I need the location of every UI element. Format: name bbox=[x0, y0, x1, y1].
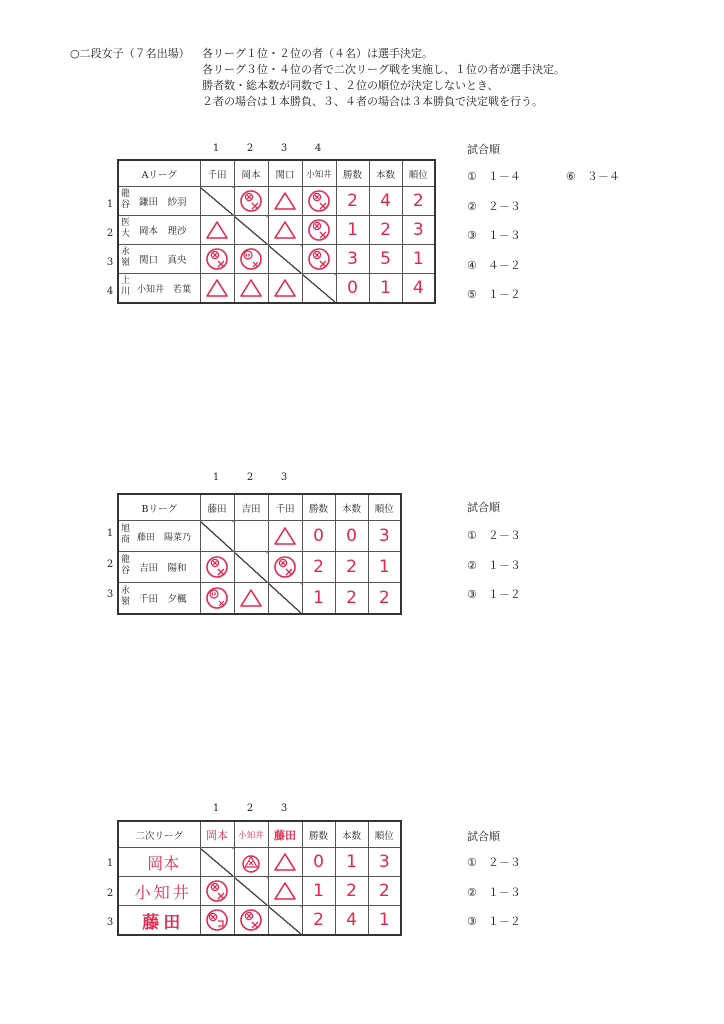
points-value: 1 bbox=[335, 848, 368, 877]
self-match-cell bbox=[234, 552, 268, 583]
result-triangle bbox=[234, 583, 268, 615]
result-circle-do bbox=[200, 583, 234, 615]
match-order-list bbox=[467, 856, 521, 945]
match-order-item: ③ １－３ bbox=[467, 229, 521, 242]
opponent-header: 岡本 bbox=[200, 821, 234, 848]
circle-do-mark-icon bbox=[237, 247, 265, 271]
school-name: 上川 bbox=[121, 276, 131, 297]
points-value: 4 bbox=[369, 187, 402, 216]
row-number: 1 bbox=[106, 528, 114, 539]
match-order-item: ② １－３ bbox=[467, 558, 521, 572]
event-title: ○二段女子（７名出場） bbox=[70, 47, 190, 60]
opponent-header: 藤田 bbox=[268, 821, 302, 848]
opponent-header: 岡本 bbox=[234, 160, 268, 187]
points-header: 本数 bbox=[335, 821, 368, 848]
table-row bbox=[118, 906, 401, 936]
triangle-mark-icon bbox=[237, 586, 265, 610]
match-order-title: 試合順 bbox=[467, 501, 500, 514]
points-value: 0 bbox=[335, 521, 368, 552]
school-name: 永嶺 bbox=[121, 586, 131, 607]
opponent-header: 千田 bbox=[200, 160, 234, 187]
self-match-cell bbox=[268, 245, 302, 274]
opponent-header: 小知井 bbox=[234, 821, 268, 848]
table-row bbox=[118, 521, 401, 552]
table-row bbox=[118, 187, 435, 216]
points-value: 2 bbox=[335, 877, 368, 906]
school-name: 永嶺 bbox=[121, 247, 131, 268]
rank-value: 4 bbox=[402, 274, 435, 304]
triangle-mark-icon bbox=[271, 879, 299, 903]
wins-header: 勝数 bbox=[302, 821, 335, 848]
player-name: 岡本 理沙 bbox=[139, 226, 187, 237]
result-circle-x bbox=[234, 187, 268, 216]
rank-value: 2 bbox=[402, 187, 435, 216]
triangle-mark-icon bbox=[203, 276, 231, 300]
match-order-item: ① １－４ bbox=[467, 170, 521, 183]
rules-line-2: 各リーグ３位・４位の者で二次リーグ戦を実施し、１位の者が選手決定。 bbox=[202, 63, 565, 76]
result-circle-x bbox=[302, 245, 336, 274]
circle-do-mark-icon bbox=[203, 586, 231, 610]
circle-x-mark-icon bbox=[203, 555, 231, 579]
circle-x-mark-icon bbox=[237, 189, 265, 213]
self-match-cell bbox=[302, 274, 336, 304]
row-number: 2 bbox=[106, 559, 114, 570]
col-number: 1 bbox=[212, 143, 220, 154]
result-triangle bbox=[268, 274, 302, 304]
row-number: 3 bbox=[106, 917, 114, 928]
col-number: 2 bbox=[246, 803, 254, 814]
col-number: 2 bbox=[246, 472, 254, 483]
result-triangle bbox=[268, 521, 302, 552]
col-number: 1 bbox=[212, 803, 220, 814]
points-value: 4 bbox=[335, 906, 368, 936]
player-cell bbox=[118, 552, 200, 583]
player-name: 鎌田 紗羽 bbox=[139, 197, 187, 208]
circle-x-mark-icon bbox=[203, 879, 231, 903]
wins-value: 0 bbox=[302, 521, 335, 552]
league-name: Bリーグ bbox=[118, 494, 200, 521]
match-order-item: ② ２－３ bbox=[467, 199, 521, 213]
rank-value: 3 bbox=[368, 521, 401, 552]
rules-line-4: ２者の場合は１本勝負、３、４者の場合は３本勝負で決定戦を行う。 bbox=[202, 95, 543, 108]
player-name: 関口 真央 bbox=[139, 255, 187, 266]
wins-value: 0 bbox=[336, 274, 369, 304]
triangle-mark-icon bbox=[237, 276, 265, 300]
col-number: 3 bbox=[280, 472, 288, 483]
points-value: 5 bbox=[369, 245, 402, 274]
result-circle-ko bbox=[200, 906, 234, 936]
points-value: 2 bbox=[369, 216, 402, 245]
league-b-table bbox=[117, 493, 402, 615]
player-cell bbox=[118, 187, 200, 216]
wins-value: 2 bbox=[302, 906, 335, 936]
player-name: 吉田 陽和 bbox=[139, 563, 187, 574]
result-triangle bbox=[268, 877, 302, 906]
rank-value: 2 bbox=[368, 583, 401, 615]
match-order-item: ⑥ ３－４ bbox=[566, 170, 620, 183]
circle-ko-mark-icon bbox=[203, 908, 231, 932]
result-circle-x bbox=[268, 552, 302, 583]
wins-value: 1 bbox=[336, 216, 369, 245]
circle-x-mark-icon bbox=[305, 189, 333, 213]
match-order-item: ① ２－３ bbox=[467, 529, 521, 542]
wins-value: 3 bbox=[336, 245, 369, 274]
result-circle-x bbox=[234, 848, 268, 877]
rank-value: 1 bbox=[368, 552, 401, 583]
match-order-item: ⑤ １－２ bbox=[467, 288, 521, 301]
player-cell bbox=[118, 216, 200, 245]
rank-header: 順位 bbox=[402, 160, 435, 187]
self-match-cell bbox=[234, 216, 268, 245]
rank-value: 3 bbox=[368, 848, 401, 877]
points-header: 本数 bbox=[369, 160, 402, 187]
wins-value: 2 bbox=[302, 552, 335, 583]
self-match-cell bbox=[268, 583, 302, 615]
match-order-list-col2 bbox=[566, 170, 620, 200]
points-header: 本数 bbox=[335, 494, 368, 521]
result-triangle bbox=[200, 274, 234, 304]
player-cell bbox=[118, 274, 200, 304]
player-cell bbox=[118, 521, 200, 552]
opponent-header: 千田 bbox=[268, 494, 302, 521]
league-name: Aリーグ bbox=[118, 160, 200, 187]
result-circle-x bbox=[200, 552, 234, 583]
league-a-table bbox=[117, 159, 436, 304]
second-league-match-order bbox=[467, 828, 500, 844]
opponent-header: 関口 bbox=[268, 160, 302, 187]
player-name: 小知井 bbox=[118, 877, 200, 906]
match-order-title: 試合順 bbox=[467, 143, 500, 156]
row-number: 3 bbox=[106, 257, 114, 268]
result-triangle bbox=[268, 216, 302, 245]
player-cell bbox=[118, 245, 200, 274]
col-number: 3 bbox=[280, 143, 288, 154]
match-order-item: ③ １－２ bbox=[467, 915, 521, 928]
league-a-match-order bbox=[467, 141, 500, 171]
row-number: 2 bbox=[106, 228, 114, 239]
league-name: 二次リーグ bbox=[118, 821, 200, 848]
rank-value: 1 bbox=[368, 906, 401, 936]
result-circle-x bbox=[234, 906, 268, 936]
opponent-header: 藤田 bbox=[200, 494, 234, 521]
match-order-item: ④ ４－２ bbox=[467, 258, 521, 272]
points-value: 2 bbox=[335, 552, 368, 583]
rank-value: 3 bbox=[402, 216, 435, 245]
circle-x-mark-icon bbox=[305, 218, 333, 242]
result-blank bbox=[234, 521, 268, 552]
col-number: 1 bbox=[212, 472, 220, 483]
opponent-header: 吉田 bbox=[234, 494, 268, 521]
rules-line-3: 勝者数・総本数が同数で１、２位の順位が決定しないとき、 bbox=[202, 79, 499, 92]
row-number: 1 bbox=[106, 858, 114, 869]
table-row bbox=[118, 274, 435, 304]
col-number: 4 bbox=[314, 143, 322, 154]
table-row bbox=[118, 848, 401, 877]
result-circle-do bbox=[234, 245, 268, 274]
triangle-mark-icon bbox=[271, 218, 299, 242]
result-circle-x bbox=[302, 187, 336, 216]
match-order-item: ③ １－２ bbox=[467, 588, 521, 601]
circle-x-mark-icon bbox=[237, 908, 265, 932]
league-b-match-order bbox=[467, 499, 500, 515]
wins-value: 1 bbox=[302, 583, 335, 615]
player-name: 藤田 陽菜乃 bbox=[137, 532, 192, 543]
triangle-mark-icon bbox=[271, 850, 299, 874]
match-order-item: ① ２－３ bbox=[467, 856, 521, 869]
result-triangle bbox=[234, 274, 268, 304]
school-name: 龍谷 bbox=[121, 555, 131, 576]
rules-line-1: 各リーグ１位・２位の者（４名）は選手決定。 bbox=[202, 47, 433, 60]
player-name: 千田 夕楓 bbox=[139, 594, 187, 605]
opponent-header: 小知井 bbox=[302, 160, 336, 187]
rank-value: 2 bbox=[368, 877, 401, 906]
row-number: 2 bbox=[106, 888, 114, 899]
triangle-mark-icon bbox=[271, 524, 299, 548]
points-value: 1 bbox=[369, 274, 402, 304]
self-match-cell bbox=[200, 521, 234, 552]
match-order-title: 試合順 bbox=[467, 830, 500, 843]
wins-value: 2 bbox=[336, 187, 369, 216]
self-match-cell bbox=[200, 848, 234, 877]
match-order-list bbox=[467, 170, 521, 318]
rank-value: 1 bbox=[402, 245, 435, 274]
row-number: 4 bbox=[106, 286, 114, 297]
wins-value: 0 bbox=[302, 848, 335, 877]
table-row bbox=[118, 552, 401, 583]
circle-x-mark-icon bbox=[271, 555, 299, 579]
match-order-item: ② １－３ bbox=[467, 885, 521, 899]
table-row bbox=[118, 583, 401, 615]
table-row bbox=[118, 245, 435, 274]
points-value: 2 bbox=[335, 583, 368, 615]
col-number: 3 bbox=[280, 803, 288, 814]
match-order-list bbox=[467, 529, 521, 618]
result-circle-x bbox=[302, 216, 336, 245]
self-match-cell bbox=[200, 187, 234, 216]
result-circle-x bbox=[200, 877, 234, 906]
circle-x-mark-icon bbox=[305, 247, 333, 271]
school-name: 龍谷 bbox=[121, 189, 131, 210]
player-name: 小知井 若葉 bbox=[137, 284, 192, 295]
school-name: 旭商 bbox=[121, 524, 131, 545]
result-triangle bbox=[200, 216, 234, 245]
school-name: 医大 bbox=[121, 218, 131, 239]
wins-header: 勝数 bbox=[336, 160, 369, 187]
row-number: 3 bbox=[106, 589, 114, 600]
result-circle-x bbox=[200, 245, 234, 274]
row-number: 1 bbox=[106, 199, 114, 210]
triangle-mark-icon bbox=[271, 189, 299, 213]
result-triangle bbox=[268, 187, 302, 216]
table-row bbox=[118, 216, 435, 245]
table-row bbox=[118, 877, 401, 906]
rank-header: 順位 bbox=[368, 494, 401, 521]
result-triangle bbox=[268, 848, 302, 877]
wins-header: 勝数 bbox=[302, 494, 335, 521]
wins-value: 1 bbox=[302, 877, 335, 906]
second-league-table bbox=[117, 820, 402, 936]
player-cell bbox=[118, 583, 200, 615]
player-name: 岡本 bbox=[118, 848, 200, 877]
col-number: 2 bbox=[246, 143, 254, 154]
circle-x-mark-icon bbox=[203, 247, 231, 271]
rank-header: 順位 bbox=[368, 821, 401, 848]
circle-x-mark-icon bbox=[237, 850, 265, 874]
triangle-mark-icon bbox=[271, 276, 299, 300]
self-match-cell bbox=[268, 906, 302, 936]
self-match-cell bbox=[234, 877, 268, 906]
triangle-mark-icon bbox=[203, 218, 231, 242]
player-name: 藤田 bbox=[118, 906, 200, 936]
